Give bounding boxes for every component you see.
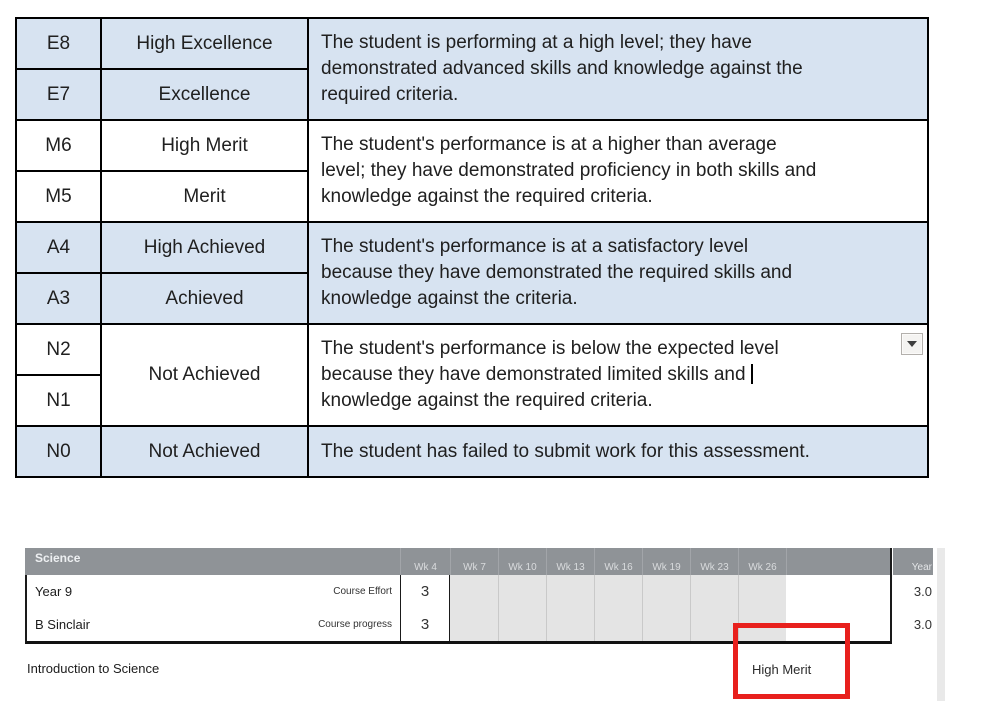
grade-code-cell: N2 <box>16 324 101 375</box>
desc-line: The student's performance is at a satisfactory level <box>321 236 749 257</box>
week-header-cell: Wk 4 <box>400 548 450 575</box>
red-highlight-box <box>733 623 850 699</box>
grade-label-cell: Not Achieved <box>101 324 308 426</box>
grade-label-cell: Not Achieved <box>101 426 308 477</box>
grade-label-cell: Achieved <box>101 273 308 324</box>
year-column-header: Year <box>893 548 933 575</box>
desc-line: level; they have demonstrated proficiency in both skills and <box>321 160 817 181</box>
week-header-cell: Wk 10 <box>498 548 546 575</box>
week-grade-cell <box>450 608 498 641</box>
grade-code-cell: M6 <box>16 120 101 171</box>
desc-line: required criteria. <box>321 84 459 105</box>
student-name: B Sinclair <box>35 617 90 632</box>
highlighted-grade-value: High Merit <box>752 662 812 677</box>
effort-year-value: 3.0 <box>913 584 932 599</box>
week-header-cell: Wk 26 <box>738 548 786 575</box>
week-grade-cell <box>594 608 642 641</box>
grade-code-cell: E7 <box>16 69 101 120</box>
desc-line: The student's performance is at a higher than average <box>321 134 777 155</box>
week-grade-cell <box>690 608 738 641</box>
blank-cell <box>786 575 890 608</box>
week-grade-cell <box>738 575 786 608</box>
week-header-cell: Wk 7 <box>450 548 498 575</box>
week-header-cell: Wk 23 <box>690 548 738 575</box>
chevron-down-icon <box>907 341 917 347</box>
desc-line: The student is performing at a high level; they have <box>321 32 752 53</box>
table-row <box>16 120 928 171</box>
grade-code-cell: M5 <box>16 171 101 222</box>
grade-code-cell: E8 <box>16 18 101 69</box>
grade-rubric-table <box>15 17 929 478</box>
week-header-cell: Wk 16 <box>594 548 642 575</box>
dropdown-button[interactable] <box>901 333 923 355</box>
week-grade-cell <box>594 575 642 608</box>
grade-description-cell <box>308 426 928 477</box>
desc-line: demonstrated advanced skills and knowledge against the <box>321 58 803 79</box>
grade-label-cell: High Achieved <box>101 222 308 273</box>
desc-line: The student has failed to submit work for this assessment. <box>321 440 810 462</box>
desc-line: The student's performance is below the expected level <box>321 338 779 359</box>
week-grade-cell <box>642 575 690 608</box>
desc-line: knowledge against the required criteria. <box>321 390 653 411</box>
desc-line: knowledge against the required criteria. <box>321 186 653 207</box>
progress-wk4-value: 3 <box>400 608 450 641</box>
grade-label-cell: Merit <box>101 171 308 222</box>
progress-year-value: 3.0 <box>913 617 932 632</box>
desc-line: because they have demonstrated the required skills and <box>321 262 793 283</box>
effort-row-label: Course Effort <box>333 586 392 597</box>
gradebook-header <box>25 548 892 575</box>
week-header-cell: Wk 13 <box>546 548 594 575</box>
grade-code-cell: N0 <box>16 426 101 477</box>
student-info-cell <box>27 608 400 641</box>
week-grade-cell <box>546 608 594 641</box>
scrollbar[interactable] <box>937 548 945 701</box>
week-grade-cell <box>546 575 594 608</box>
student-year: Year 9 <box>35 584 73 599</box>
week-grade-cell <box>642 608 690 641</box>
student-info-cell <box>27 575 400 608</box>
grade-code-cell: N1 <box>16 375 101 426</box>
progress-row-label: Course progress <box>318 619 392 630</box>
year-summary-column <box>893 548 933 641</box>
grade-label-cell: Excellence <box>101 69 308 120</box>
subject-title: Science <box>35 551 81 565</box>
course-title: Introduction to Science <box>27 661 160 676</box>
grade-description-cell <box>308 222 928 324</box>
week-grade-cell <box>498 608 546 641</box>
desc-line: because they have demonstrated limited skills and <box>321 362 915 388</box>
table-row <box>27 575 890 608</box>
week-grade-cell <box>690 575 738 608</box>
desc-line: knowledge against the criteria. <box>321 288 578 309</box>
grade-label-cell: High Merit <box>101 120 308 171</box>
grade-code-cell: A4 <box>16 222 101 273</box>
week-grade-cell <box>450 575 498 608</box>
effort-wk4-value: 3 <box>400 575 450 608</box>
header-blank-cell <box>786 548 890 575</box>
table-row <box>16 426 928 477</box>
grade-description-cell <box>308 120 928 222</box>
grade-description-cell <box>308 18 928 120</box>
table-row <box>16 18 928 69</box>
grade-label-cell: High Excellence <box>101 18 308 69</box>
week-grade-cell <box>498 575 546 608</box>
grade-code-cell: A3 <box>16 273 101 324</box>
week-header-cell: Wk 19 <box>642 548 690 575</box>
table-row <box>16 324 928 375</box>
grade-description-cell[interactable] <box>308 324 928 426</box>
text-cursor <box>751 364 753 384</box>
table-row <box>16 222 928 273</box>
